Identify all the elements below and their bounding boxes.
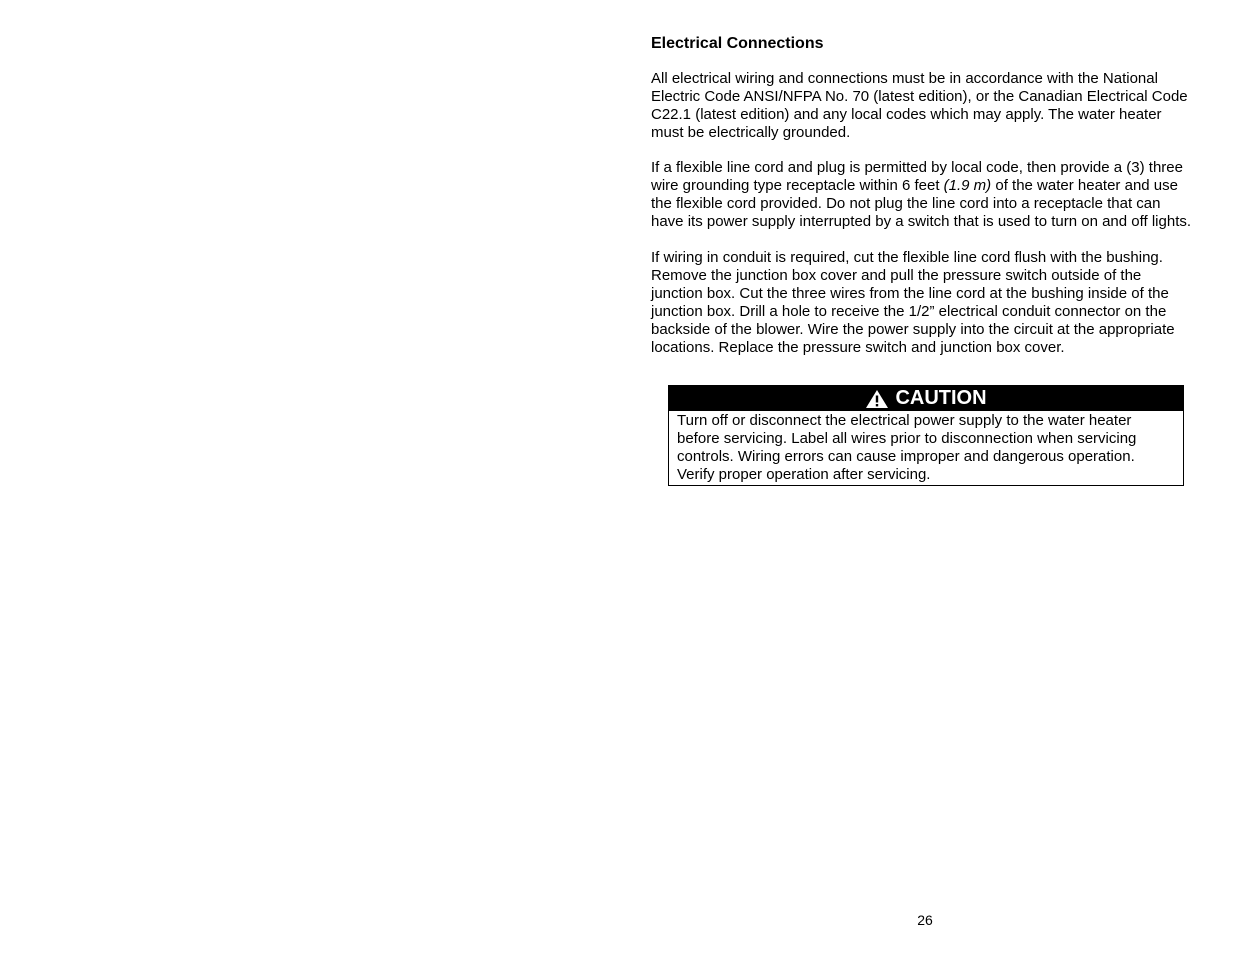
- paragraph-conduit-wiring: If wiring in conduit is required, cut the flexible line cord flush with the bushing. Remove the junction box cover and pull the pressure switch outside of the junction box. Cut the three wires from the line cord at the bushing inside of the junction box. Drill a hole to receive the 1/2” electrical conduit connector on the backside of the blower. Wire the power supply into the circuit at the appropriate locations. Replace the pressure switch and junction box cover.: [651, 249, 1175, 356]
- caution-label: CAUTION: [895, 387, 987, 409]
- paragraph-line-cord-text-1: If a flexible line cord and plug is permitted by local code, then provide a (3) three wire grounding type receptacle within 6 feet: [651, 159, 1183, 194]
- metric-distance: (1.9 m): [943, 177, 992, 194]
- right-page-content: [651, 34, 1196, 357]
- warning-triangle-icon: [865, 389, 889, 409]
- caution-box: [668, 385, 1184, 486]
- paragraph-line-cord: [651, 159, 1196, 231]
- caution-text: Turn off or disconnect the electrical power supply to the water heater before servicing. Label all wires prior to disconnection when servicing controls. Wiring errors can cause improper and dangerous operation. Verify proper operation after servicing.: [677, 412, 1137, 483]
- section-title: Electrical Connections: [651, 35, 824, 52]
- page-number: 26: [917, 912, 933, 928]
- caution-header: [669, 386, 1183, 411]
- paragraph-code-compliance: All electrical wiring and connections must be in accordance with the National Electric Code ANSI/NFPA No. 70 (latest edition), or the Canadian Electrical Code C22.1 (latest edition) and any local codes which may apply. The water heater must be electrically grounded.: [651, 70, 1188, 141]
- paragraph-line-cord-text-2: of the water heater and use the flexible cord provided. Do not plug the line cord into a receptacle that can have its power supply interrupted by a switch that is used to turn on and off lights.: [651, 177, 1192, 230]
